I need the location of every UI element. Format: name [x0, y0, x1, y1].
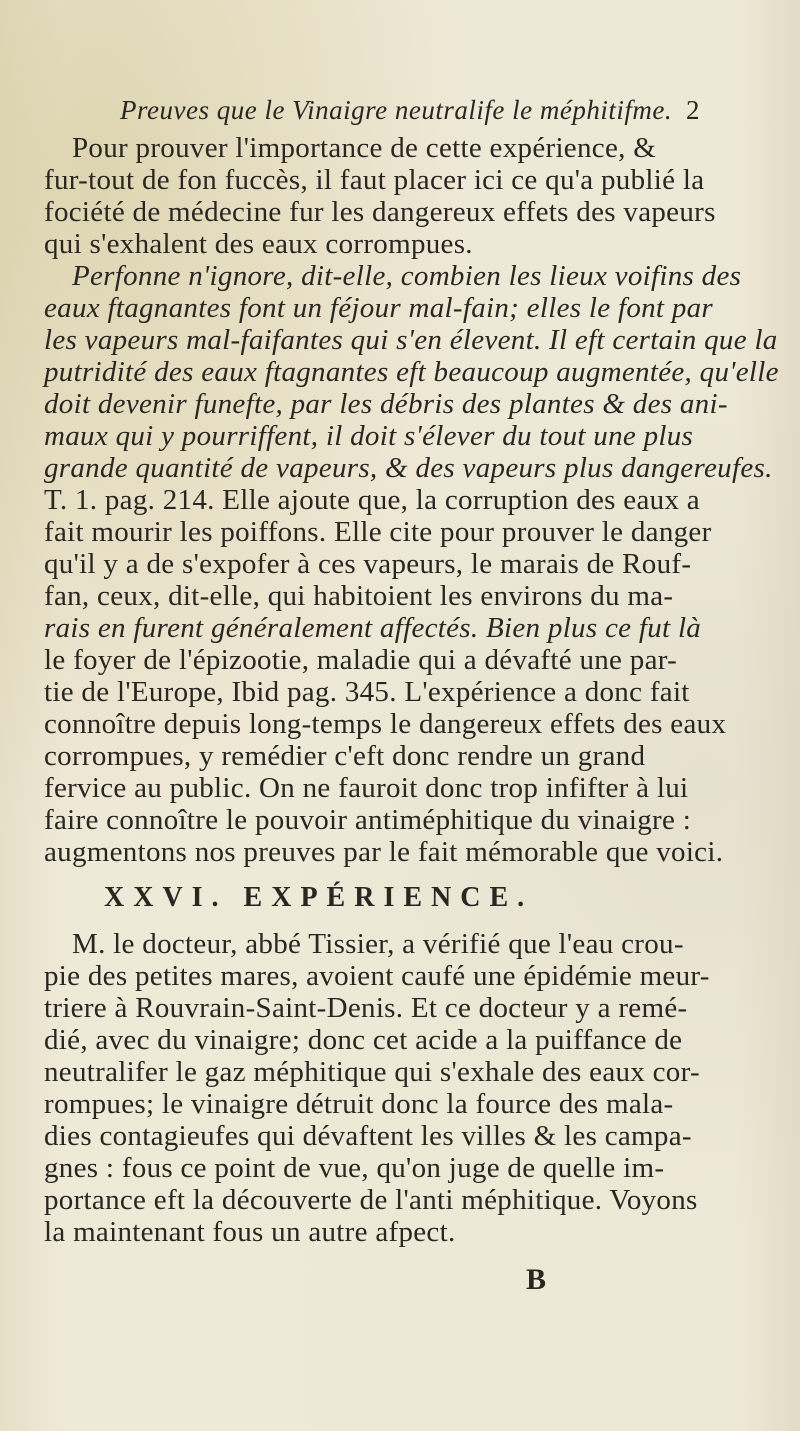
section-heading: XXVI. EXPÉRIENCE. — [104, 882, 534, 913]
text-line: augmentons nos preuves par le fait mémorable que voici. — [44, 836, 724, 868]
text-line: qu'il y a de s'expofer à ces vapeurs, le marais de Rouf- — [44, 548, 692, 580]
text-line: faire connoître le pouvoir antiméphitique du vinaigre : — [44, 804, 692, 836]
text-line: M. le docteur, abbé Tissier, a vérifié que l'eau crou- — [72, 928, 684, 960]
text-line: les vapeurs mal-faifantes qui s'en élevent. Il eft certain que la — [44, 324, 778, 356]
text-line: rompues; le vinaigre détruit donc la fource des mala- — [44, 1088, 674, 1120]
text-line: T. 1. pag. 214. Elle ajoute que, la corruption des eaux a — [44, 484, 700, 516]
paragraph-experience — [44, 928, 750, 1248]
paragraph-intro — [44, 132, 750, 260]
text-line: pie des petites mares, avoient caufé une épidémie meur- — [44, 960, 710, 992]
text-line: fociété de médecine fur les dangereux effets des vapeurs — [44, 196, 716, 228]
text-line: eaux ftagnantes font un féjour mal-fain; elles le font par — [44, 292, 714, 324]
text-line: putridité des eaux ftagnantes eft beaucoup augmentée, qu'elle — [44, 356, 779, 388]
text-line: portance eft la découverte de l'anti méphitique. Voyons — [44, 1184, 698, 1216]
page-number: 2 — [686, 95, 700, 125]
text-line: gnes : fous ce point de vue, qu'on juge de quelle im- — [44, 1152, 665, 1184]
text-line: la maintenant fous un autre afpect. — [44, 1216, 456, 1248]
text-line: fervice au public. On ne fauroit donc trop infifter à lui — [44, 772, 689, 804]
text-line: grande quantité de vapeurs, & des vapeurs plus dangereufes. — [44, 452, 773, 484]
text-line: Perfonne n'ignore, dit-elle, combien les lieux voifins des — [72, 260, 742, 292]
text-line: triere à Rouvrain-Saint-Denis. Et ce docteur y a remé- — [44, 992, 688, 1024]
text-line: connoître depuis long-temps le dangereux effets des eaux — [44, 708, 727, 740]
text-line: fan, ceux, dit-elle, qui habitoient les environs du ma- — [44, 580, 674, 612]
text-line: le foyer de l'épizootie, maladie qui a dévafté une par- — [44, 644, 678, 676]
text-line: qui s'exhalent des eaux corrompues. — [44, 228, 473, 260]
text-line: neutralifer le gaz méphitique qui s'exhale des eaux cor- — [44, 1056, 700, 1088]
text-line: maux qui y pourriffent, il doit s'élever du tout une plus — [44, 420, 694, 452]
text-line: rais en furent généralement affectés. Bien plus ce fut là — [44, 612, 702, 644]
text-line: fur-tout de fon fuccès, il faut placer ici ce qu'a publié la — [44, 164, 705, 196]
text-line: corrompues, y remédier c'eft donc rendre un grand — [44, 740, 646, 772]
text-line: fait mourir les poiffons. Elle cite pour prouver le danger — [44, 516, 712, 548]
running-title: Preuves que le Vinaigre neutralife le méphitifme. — [120, 95, 673, 125]
text-line: doit devenir funefte, par les débris des plantes & des ani- — [44, 388, 728, 420]
text-line: Pour prouver l'importance de cette expérience, & — [72, 132, 657, 164]
body-text — [44, 132, 779, 1248]
signature-mark: B — [526, 1263, 547, 1296]
paragraph-quotation — [44, 260, 779, 868]
text-line: dié, avec du vinaigre; donc cet acide a la puiffance de — [44, 1024, 683, 1056]
text-line: dies contagieufes qui dévaftent les villes & les campa- — [44, 1120, 692, 1152]
text-line: tie de l'Europe, Ibid pag. 345. L'expérience a donc fait — [44, 676, 690, 708]
running-head — [120, 95, 720, 126]
